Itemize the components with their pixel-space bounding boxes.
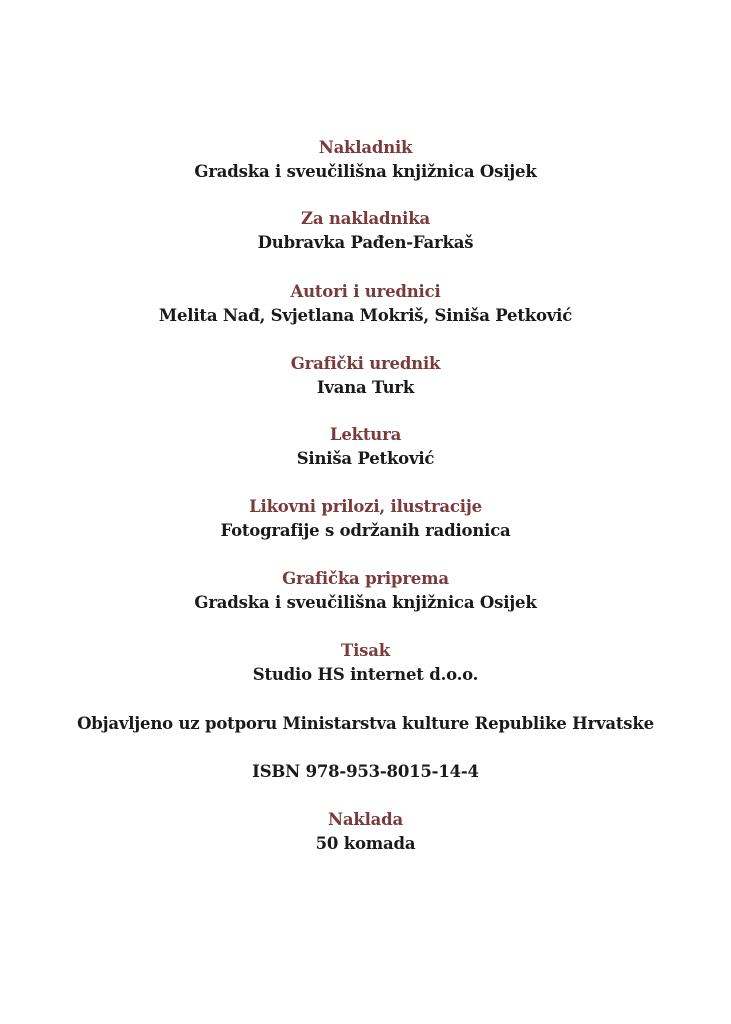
for-publisher-label: Za nakladnika [301, 209, 430, 228]
publisher-label: Nakladnik [318, 138, 413, 157]
prepress-label: Grafička priprema [282, 569, 449, 588]
illustrations-value: Fotografije s održanih radionica [220, 521, 511, 540]
ministry-support-note: Objavljeno uz potporu Ministarstva kulture Republike Hrvatske [77, 714, 654, 733]
publisher-name: Gradska i sveučilišna knjižnica Osijek [194, 162, 537, 181]
authors-names: Melita Nađ, Svjetlana Mokriš, Siniša Petković [158, 306, 573, 325]
isbn: ISBN 978-953-8015-14-4 [252, 762, 479, 781]
edition-label: Naklada [328, 810, 403, 829]
prepress-value: Gradska i sveučilišna knjižnica Osijek [194, 593, 537, 612]
illustrations-label: Likovni prilozi, ilustracije [249, 497, 482, 516]
edition-value: 50 komada [315, 834, 416, 853]
for-publisher-name: Dubravka Pađen-Farkaš [257, 233, 474, 252]
graphic-editor-name: Ivana Turk [316, 378, 415, 397]
print-value: Studio HS internet d.o.o. [252, 665, 479, 684]
authors-label: Autori i urednici [290, 282, 441, 301]
graphic-editor-label: Grafički urednik [290, 354, 441, 373]
print-label: Tisak [341, 641, 390, 660]
proofreading-name: Siniša Petković [296, 449, 435, 468]
proofreading-label: Lektura [329, 425, 402, 444]
